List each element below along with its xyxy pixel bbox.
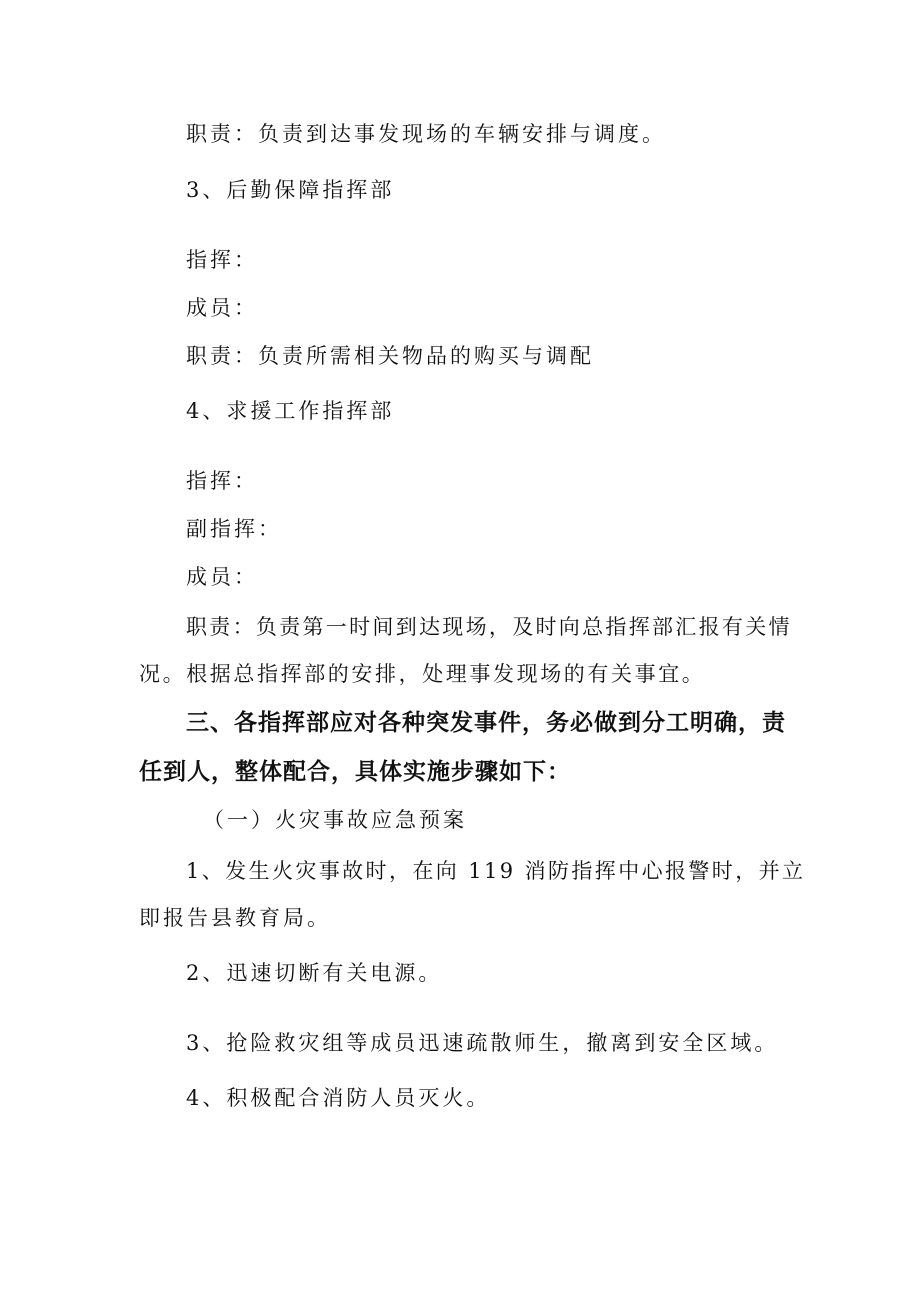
rescue-members-line: 成员： [186, 565, 258, 589]
fire-step-2-line: 2、迅速切断有关电源。 [186, 961, 443, 985]
fire-step-4-line: 4、积极配合消防人员灭火。 [186, 1086, 491, 1110]
logistics-commander-line: 指挥： [186, 248, 258, 272]
duty-vehicle-line: 职责：负责到达事发现场的车辆安排与调度。 [186, 122, 666, 146]
rescue-commander-line: 指挥： [186, 469, 258, 493]
logistics-duty-line: 职责：负责所需相关物品的购买与调配 [186, 344, 594, 368]
logistics-members-line: 成员： [186, 296, 258, 320]
fire-step-3-line: 3、抢险救灾组等成员迅速疏散师生，撤离到安全区域。 [186, 1031, 779, 1055]
fire-plan-subheading: （一）火灾事故应急预案 [203, 808, 467, 832]
section-logistics-heading: 3、后勤保障指挥部 [186, 178, 395, 202]
fire-step-1-line-2: 即报告县教育局。 [139, 906, 331, 930]
rescue-duty-line-1: 职责：负责第一时间到达现场，及时向总指挥部汇报有关情 [186, 615, 792, 639]
section-three-heading-line-2: 任到人，整体配合，具体实施步骤如下： [139, 759, 571, 785]
rescue-deputy-line: 副指挥： [186, 517, 282, 541]
rescue-duty-line-2: 况。根据总指挥部的安排，处理事发现场的有关事宜。 [139, 662, 706, 686]
fire-step-1-line-1: 1、发生火灾事故时，在向 119 消防指挥中心报警时，并立 [186, 859, 806, 883]
section-three-heading-line-1: 三、各指挥部应对各种突发事件，务必做到分工明确，责 [186, 710, 786, 736]
section-rescue-heading: 4、求援工作指挥部 [186, 399, 395, 423]
